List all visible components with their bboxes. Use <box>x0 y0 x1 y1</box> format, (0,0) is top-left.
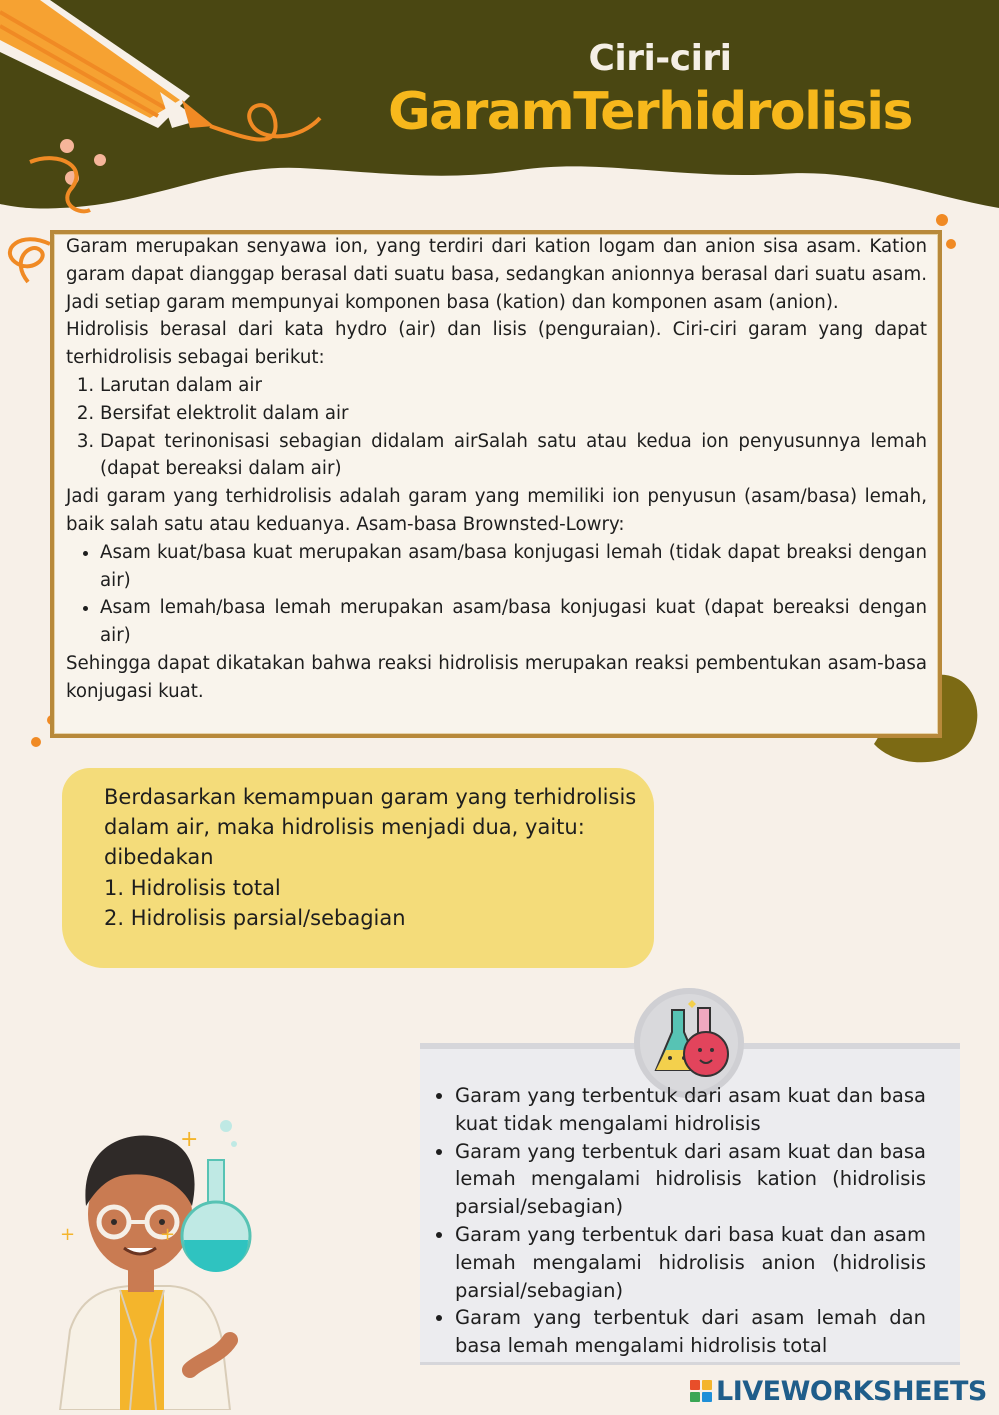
cute-flasks-icon <box>642 998 738 1084</box>
intro-paragraph: Garam merupakan senyawa ion, yang terdiri dari kation logam dan anion sisa asam. Kation garam dapat dianggap berasal dati suatu basa, sedangkan anionnya berasal dari suatu asam. Jadi setiap garam mempunyai komponen basa (kation) dan komponen asam (anion). <box>66 236 927 313</box>
list-item: • Garam yang terbentuk dari asam kuat dan basa lemah mengalami hidrolisis kation (hidrolisis parsial/sebagian) <box>455 1138 926 1221</box>
list-item: • Asam kuat/basa kuat merupakan asam/basa konjugasi lemah (tidak dapat breaksi dengan air) <box>100 539 927 595</box>
conclusion-paragraph: Jadi garam yang terhidrolisis adalah garam yang memiliki ion penyusun (asam/basa) lemah, baik salah satu atau keduanya. Asam-basa Brownsted-Lowry: <box>66 486 927 535</box>
liveworksheets-logo[interactable] <box>690 1374 990 1408</box>
hydrolysis-types-text <box>104 782 644 933</box>
types-line: Berdasarkan kemampuan garam yang terhidrolisis <box>104 785 637 809</box>
list-item: • Garam yang terbentuk dari asam lemah dan basa lemah mengalami hidrolisis total <box>455 1304 926 1360</box>
main-text <box>66 233 927 706</box>
svg-text:+: + <box>60 1224 76 1245</box>
salt-types-text <box>428 1082 926 1360</box>
characteristics-list <box>66 372 927 483</box>
list-item: 2. Bersifat elektrolit dalam air <box>100 400 927 428</box>
list-item: • Garam yang terbentuk dari basa kuat dan asam lemah mengalami hidrolisis anion (hidrolisis parsial/sebagian) <box>455 1221 926 1304</box>
list-item: • Garam yang terbentuk dari asam kuat dan basa kuat tidak mengalami hidrolisis <box>455 1082 926 1138</box>
svg-text:+: + <box>160 1224 176 1245</box>
salt-types-list <box>428 1082 926 1360</box>
type-total: 1. Hidrolisis total <box>104 875 281 900</box>
closing-paragraph: Sehingga dapat dikatakan bahwa reaksi hidrolisis merupakan reaksi pembentukan asam-basa konjugasi kuat. <box>66 652 927 702</box>
scientist-illustration <box>40 1110 270 1410</box>
types-line: dibedakan <box>104 845 214 870</box>
types-line: dalam air, maka hidrolisis menjadi dua, yaitu: <box>104 815 585 840</box>
list-item: • Asam lemah/basa lemah merupakan asam/basa konjugasi kuat (dapat bereaksi dengan air) <box>100 594 927 650</box>
hydrolysis-paragraph: Hidrolisis berasal dari kata hydro (air) dan lisis (penguraian). Ciri-ciri garam yang dapat terhidrolisis sebagai berikut: <box>66 319 927 369</box>
list-item: 3. Dapat terinonisasi sebagian didalam airSalah satu atau kedua ion penyusunnya lemah (dapat bereaksi dalam air) <box>100 428 927 484</box>
logo-text: LIVEWORKSHEETS <box>716 1375 987 1407</box>
title-line-2: GaramTerhidrolisis <box>388 82 912 142</box>
list-item: 1. Larutan dalam air <box>100 372 927 400</box>
type-partial: 2. Hidrolisis parsial/sebagian <box>104 905 406 930</box>
title-line-1: Ciri-ciri <box>588 38 732 79</box>
acid-base-list <box>66 539 927 650</box>
svg-text:+: + <box>180 1127 199 1152</box>
logo-blocks-icon <box>690 1380 712 1402</box>
